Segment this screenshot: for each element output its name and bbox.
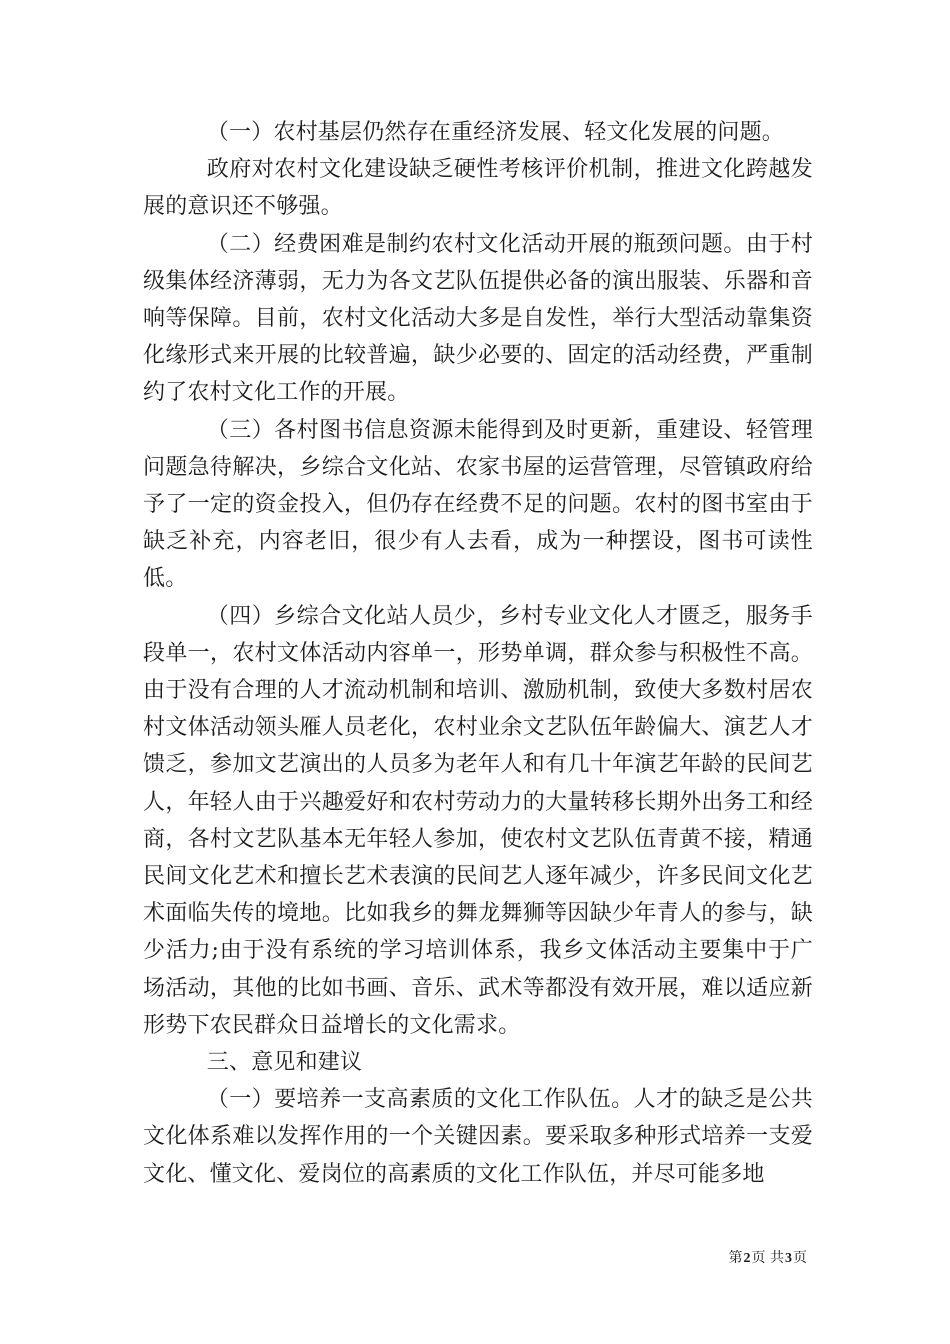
- paragraph-3: （二）经费困难是制约农村文化活动开展的瓶颈问题。由于村级集体经济薄弱，无力为各文艺队伍提供必备的演出服装、乐器和音响等保障。目前，农村文化活动大多是自发性，举行大型活动靠集资化缘形式来开展的比较普遍，缺少必要的、固定的活动经费，严重制约了农村文化工作的开展。: [143, 231, 813, 406]
- paragraph-2: 政府对农村文化建设缺乏硬性考核评价机制，推进文化跨越发展的意识还不够强。: [143, 157, 813, 220]
- section-heading: 三、意见和建议: [206, 1050, 363, 1076]
- paragraph-4: （三）各村图书信息资源未能得到及时更新，重建设、轻管理问题急待解决，乡综合文化站、农家书屋的运营管理，尽管镇政府给予了一定的资金投入，但仍存在经费不足的问题。农村的图书室由于缺乏补充，内容老旧，很少有人去看，成为一种摆设，图书可读性低。: [143, 417, 813, 592]
- paragraph-5: （四）乡综合文化站人员少，乡村专业文化人才匮乏，服务手段单一，农村文体活动内容单一，形势单调，群众参与积极性不高。由于没有合理的人才流动机制和培训、激励机制，致使大多数村居农村文体活动领头雁人员老化，农村业余文艺队伍年龄偏大、演艺人才馈乏，参加文艺演出的人员多为老年人和有几十年演艺年龄的民间艺人，年轻人由于兴趣爱好和农村劳动力的大量转移长期外出务工和经商，各村文艺队基本无年轻人参加，使农村文艺队伍青黄不接，精通民间文化艺术和擅长艺术表演的民间艺人逐年减少，许多民间文化艺术面临失传的境地。比如我乡的舞龙舞狮等因缺少年青人的参与，缺少活力;由于没有系统的学习培训体系，我乡文体活动主要集中于广场活动，其他的比如书画、音乐、武术等都没有效开展，难以适应新形势下农民群众日益增长的文化需求。: [143, 603, 813, 1038]
- document-body: [143, 114, 813, 1193]
- footer-current-page: 2: [743, 1251, 751, 1266]
- paragraph-7: （一）要培养一支高素质的文化工作队伍。人才的缺乏是公共文化体系难以发挥作用的一个关键因素。要采取多种形式培养一支爱文化、懂文化、爱岗位的高素质的文化工作队伍，并尽可能多地: [143, 1087, 813, 1187]
- page-footer: [729, 1249, 807, 1268]
- footer-prefix: 第: [728, 1250, 743, 1266]
- footer-total-pages: 3: [785, 1251, 792, 1266]
- footer-suffix: 页: [793, 1250, 807, 1266]
- paragraph-1: （一）农村基层仍然存在重经济发展、轻文化发展的问题。: [206, 120, 784, 145]
- footer-middle: 页 共: [751, 1250, 784, 1266]
